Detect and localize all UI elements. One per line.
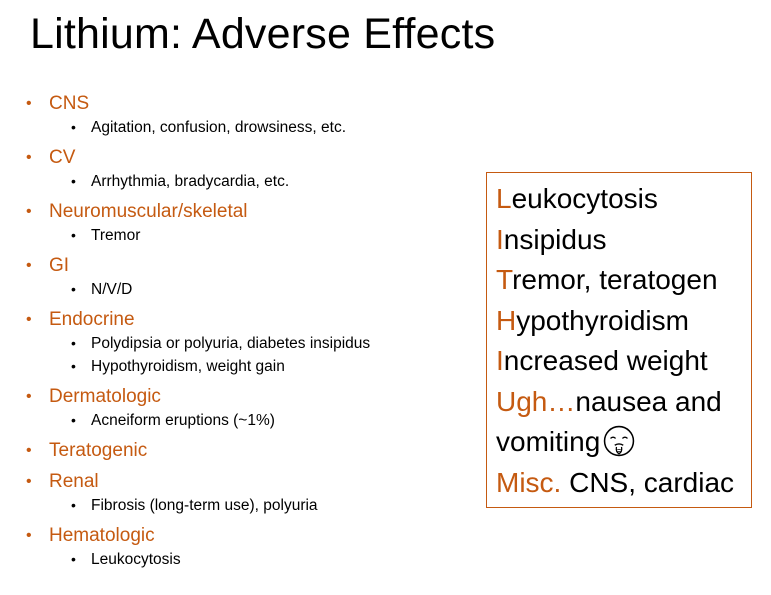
category-label: Teratogenic [49,440,148,461]
mnemonic-line: Tremor, teratogen [496,264,718,295]
category-hematologic [26,524,476,571]
bullet-icon: • [26,527,32,544]
bullet-icon: • [71,358,76,374]
mnemonic-line: Increased weight [496,345,708,376]
category-endocrine [26,308,476,378]
category-label: Hematologic [49,525,155,546]
category-neuromuscular [26,200,476,247]
category-teratogenic [26,439,476,463]
bullet-icon: • [71,497,76,513]
mnemonic-line: Leukocytosis [496,183,658,214]
bullet-icon: • [26,203,32,220]
bullet-icon: • [71,227,76,243]
category-dermatologic [26,385,476,432]
category-item: Agitation, confusion, drowsiness, etc. [91,119,347,136]
category-item: N/V/D [91,281,133,298]
bullet-icon: • [26,388,32,405]
mnemonic-line: Misc. CNS, cardiac [496,466,735,498]
category-cns [26,92,476,139]
lithium-mnemonic-box [486,172,752,508]
category-label: Dermatologic [49,386,161,407]
category-label: Renal [49,471,99,492]
bullet-icon: • [71,412,76,428]
bullet-icon: • [26,257,32,274]
bullet-icon: • [26,311,32,328]
category-renal [26,470,476,517]
category-item: Arrhythmia, bradycardia, etc. [91,173,290,190]
nauseated-face-icon [602,424,636,458]
category-item: Hypothyroidism, weight gain [91,358,285,375]
mnemonic-line: Ugh…nausea and [496,385,722,417]
bullet-icon: • [26,442,32,459]
bullet-icon: • [71,173,76,189]
category-label: CV [49,147,76,168]
mnemonic-line: vomiting [496,422,743,463]
adverse-effects-list [26,92,476,578]
slide-title: Lithium: Adverse Effects [30,10,496,58]
category-item: Acneiform eruptions (~1%) [91,412,275,429]
category-item: Leukocytosis [91,551,181,568]
bullet-icon: • [71,335,76,351]
bullet-icon: • [26,473,32,490]
mnemonic-line: Insipidus [496,223,607,255]
category-label: CNS [49,93,90,114]
category-item: Polydipsia or polyuria, diabetes insipidus [91,335,371,352]
category-item: Fibrosis (long-term use), polyuria [91,497,318,514]
category-item: Tremor [91,227,141,244]
bullet-icon: • [71,281,76,297]
category-label: Endocrine [49,309,135,330]
bullet-icon: • [26,95,32,112]
mnemonic-line: Hypothyroidism [496,304,689,336]
bullet-icon: • [71,119,76,135]
category-gi [26,254,476,301]
bullet-icon: • [26,149,32,166]
category-cv [26,146,476,193]
category-label: Neuromuscular/skeletal [49,201,248,222]
category-label: GI [49,255,70,276]
bullet-icon: • [71,551,76,567]
